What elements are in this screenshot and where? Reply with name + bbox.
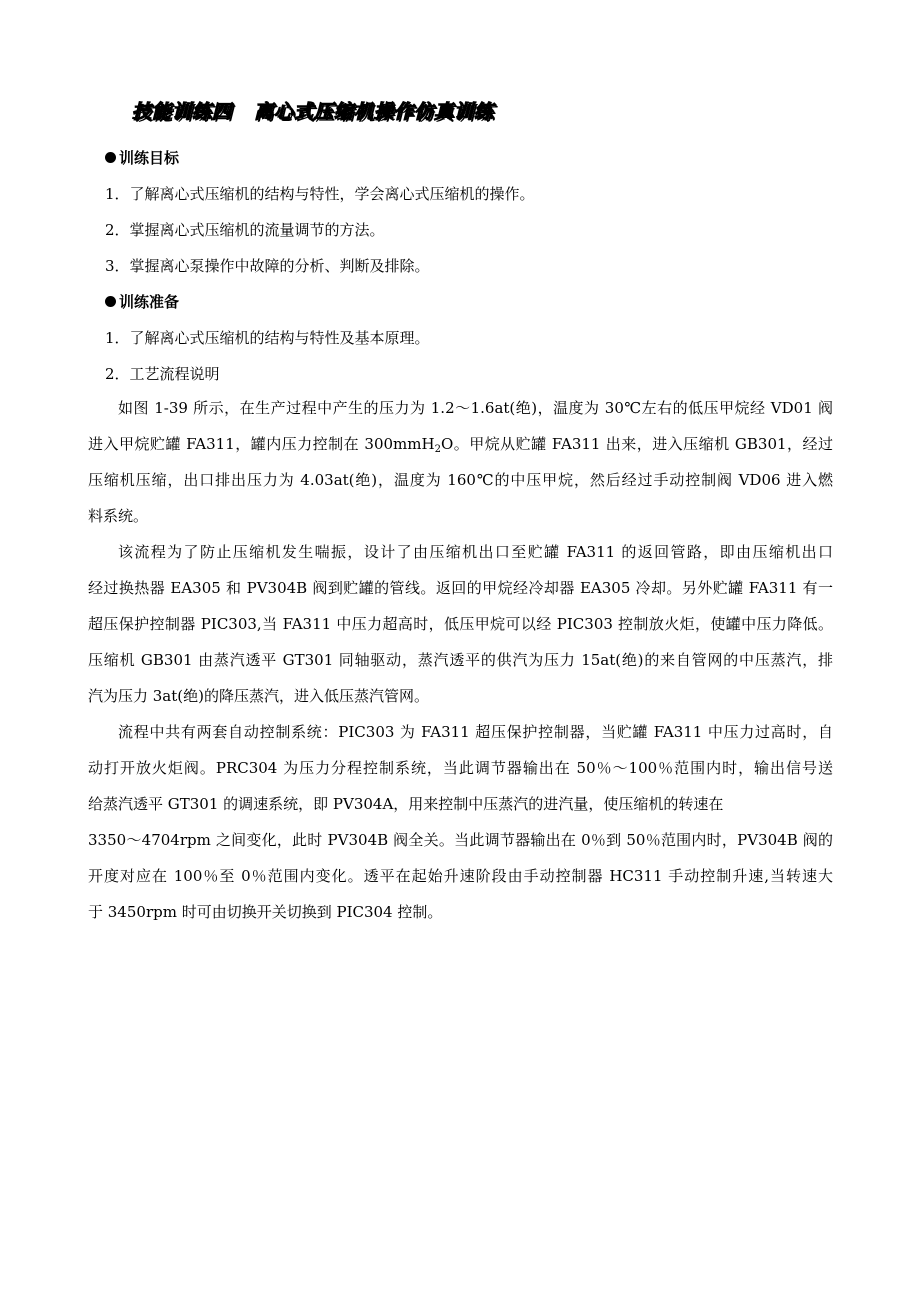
paragraph-line: 进入甲烷贮罐 FA311，罐内压力控制在 300mmH$_2$O。甲烷从贮罐 FA311 出来，进入压缩机 GB301，经过	[88, 435, 833, 455]
title-part-2: 离心式压缩机操作仿真训练	[254, 101, 495, 123]
paragraph-line: 超压保护控制器 PIC303,当 FA311 中压力超高时，低压甲烷可以经 PIC303 控制放火炬，使罐中压力降低。	[88, 615, 833, 633]
prep-item-2: 2．工艺流程说明	[105, 365, 220, 383]
paragraph-line: 压缩机压缩，出口排出压力为 4.03at(绝)，温度为 160℃的中压甲烷，然后经过手动控制阀 VD06 进入燃	[88, 471, 833, 489]
section-heading-goals-label: 训练目标	[119, 149, 180, 167]
paragraph-line: 于 3450rpm 时可由切换开关切换到 PIC304 控制。	[88, 903, 443, 921]
bullet-dot-icon	[105, 296, 116, 307]
prep-item-1: 1．了解离心式压缩机的结构与特性及基本原理。	[105, 329, 430, 347]
goal-item-3: 3．掌握离心泵操作中故障的分析、判断及排除。	[105, 257, 430, 275]
paragraph-line: 汽为压力 3at(绝)的降压蒸汽，进入低压蒸汽管网。	[88, 687, 429, 705]
section-heading-prep-label: 训练准备	[119, 293, 180, 311]
page-title	[132, 97, 494, 124]
paragraph-process-description	[88, 390, 833, 534]
paragraph-line: 压缩机 GB301 由蒸汽透平 GT301 同轴驱动，蒸汽透平的供汽为压力 15at(绝)的来自管网的中压蒸汽，排	[88, 651, 833, 669]
paragraph-line: 动打开放火炬阀。PRC304 为压力分程控制系统，当此调节器输出在 50％～100％范围内时，输出信号送	[88, 759, 833, 777]
paragraph-surge-protection	[88, 534, 833, 714]
paragraph-line: 3350～4704rpm 之间变化，此时 PV304B 阀全关。当此调节器输出在 0％到 50％范围内时，PV304B 阀的	[88, 831, 833, 849]
paragraph-line: 给蒸汽透平 GT301 的调速系统，即 PV304A，用来控制中压蒸汽的进汽量，使压缩机的转速在	[88, 795, 724, 813]
paragraph-line: 如图 1-39 所示，在生产过程中产生的压力为 1.2～1.6at(绝)，温度为 30℃左右的低压甲烷经 VD01 阀	[118, 399, 833, 417]
bullet-dot-icon	[105, 152, 116, 163]
paragraph-control-systems	[88, 714, 833, 930]
section-heading-prep	[105, 291, 179, 312]
goal-item-2: 2．掌握离心式压缩机的流量调节的方法。	[105, 221, 385, 239]
paragraph-line: 料系统。	[88, 507, 149, 525]
goal-item-1: 1．了解离心式压缩机的结构与特性，学会离心式压缩机的操作。	[105, 185, 535, 203]
paragraph-line: 该流程为了防止压缩机发生喘振，设计了由压缩机出口至贮罐 FA311 的返回管路，即由压缩机出口	[118, 543, 833, 561]
paragraph-line: 开度对应在 100％至 0％范围内变化。透平在起始升速阶段由手动控制器 HC311 手动控制升速,当转速大	[88, 867, 833, 885]
paragraph-line: 经过换热器 EA305 和 PV304B 阀到贮罐的管线。返回的甲烷经冷却器 EA305 冷却。另外贮罐 FA311 有一	[88, 579, 833, 597]
paragraph-line: 流程中共有两套自动控制系统：PIC303 为 FA311 超压保护控制器，当贮罐 FA311 中压力过高时，自	[118, 723, 833, 741]
section-heading-goals	[105, 147, 179, 168]
title-part-1: 技能训练四	[132, 101, 233, 123]
